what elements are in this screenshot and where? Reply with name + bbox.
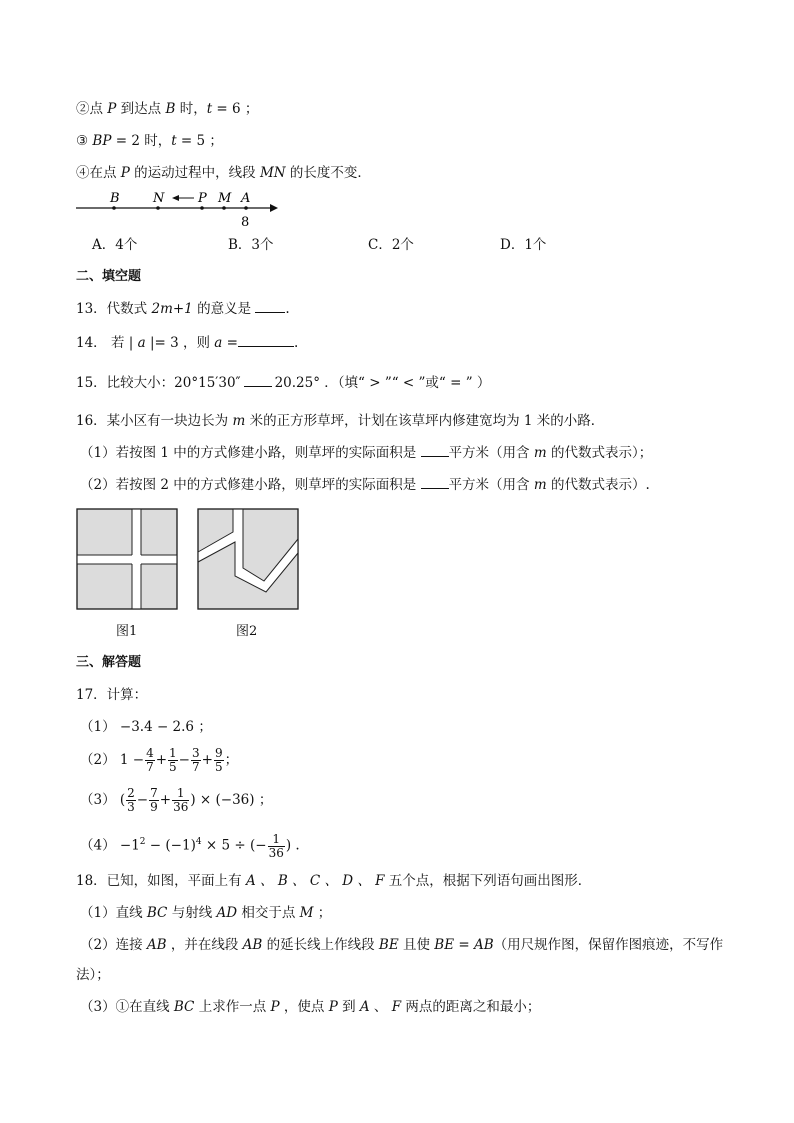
q12-statement-3: ③ BP = 2 时，t = 5 ；: [76, 133, 223, 149]
question-17-part-3: （3） ( $\frac{2}{3}$ − $\frac{7}{9}$ + $\frac{1}{36}$ ) × (−36) ；: [80, 786, 273, 814]
label-eight: 8: [241, 215, 250, 230]
question-16-part-2: （2）若按图 2 中的方式修建小路，则草坪的实际面积是 平方米（用含 m 的代数式表示）.: [80, 477, 650, 493]
answer-blank-16-1: [421, 444, 449, 457]
question-17-part-2: （2） 1 − $\frac{4}{7}$ + $\frac{1}{5}$ − $\frac{3}{7}$ + $\frac{9}{5}$ ；: [80, 746, 239, 774]
label-a: A: [241, 191, 251, 206]
question-17-part-1: （1） −3.4 − 2.6 ；: [80, 719, 212, 735]
choice-b: B．3个: [228, 237, 274, 253]
section-2-heading: 二、填空题: [76, 269, 142, 284]
question-18-part-2: （2）连接 AB ，并在线段 AB 的延长线上作线段 BE 且使 BE = AB（用尺规作图，保留作图痕迹，不写作: [80, 937, 724, 953]
point-p: [200, 206, 204, 210]
answer-blank-15: [244, 374, 272, 387]
answer-blank-14: [238, 334, 294, 347]
question-17-title: 17．计算：: [76, 687, 148, 703]
label-b: B: [110, 191, 120, 206]
number-line-figure: [72, 186, 282, 230]
question-18-part-3: （3）①在直线 BC 上求作一点 P ，使点 P 到 A 、 F 两点的距离之和最小；: [80, 999, 541, 1015]
question-16: 16．某小区有一块边长为 m 米的正方形草坪，计划在该草坪内修建宽均为 1 米的小路．: [76, 413, 605, 429]
figure-1-caption: 图1: [116, 624, 138, 639]
figure-2-caption: 图2: [236, 624, 258, 639]
answer-blank-16-2: [421, 476, 449, 489]
question-17-part-4: $(4) -1^2 - (-1)^4 \times 5$ ÷ (− $\frac{1}{36}$ ) .: [80, 831, 300, 860]
question-16-part-1: （1）若按图 1 中的方式修建小路，则草坪的实际面积是 平方米（用含 m 的代数式表示）；: [80, 445, 653, 461]
choice-d: D．1个: [500, 237, 547, 253]
figure-1: [76, 508, 178, 610]
question-18-part-1: （1）直线 BC 与射线 AD 相交于点 M ；: [80, 905, 332, 921]
number-line-arrowhead: [270, 204, 278, 212]
question-14: 14． 若 | a |= 3 ，则 a = .: [76, 335, 299, 351]
choice-c: C．2个: [368, 237, 414, 253]
point-m: [222, 206, 226, 210]
point-b: [112, 206, 116, 210]
label-n: N: [153, 191, 165, 206]
q12-statement-2: ②点 P 到达点 B 时，t = 6 ；: [76, 101, 259, 117]
question-18: 18．已知，如图，平面上有 A 、 B 、 C 、 D 、 F 五个点，根据下列语句画出图形．: [76, 873, 592, 889]
question-15: 15．比较大小：20°15′30″ 20.25° ．（填“ > ”“ < ”或“ = ” ）: [76, 375, 491, 391]
label-p: P: [198, 191, 207, 206]
section-3-heading: 三、解答题: [76, 655, 142, 670]
label-m: M: [218, 191, 232, 206]
answer-blank-13: [255, 300, 285, 313]
point-n: [156, 206, 160, 210]
question-18-part-2-cont: 法）；: [76, 967, 110, 983]
figure-2: [197, 508, 299, 610]
question-13: 13．代数式 2m+1 的意义是 .: [76, 301, 290, 317]
q12-statement-4: ④在点 P 的运动过程中，线段 MN 的长度不变．: [76, 165, 371, 181]
path-horizontal: [77, 555, 177, 564]
choice-a: A．4个: [92, 237, 138, 253]
point-a: [244, 206, 248, 210]
motion-arrowhead: [172, 195, 179, 201]
